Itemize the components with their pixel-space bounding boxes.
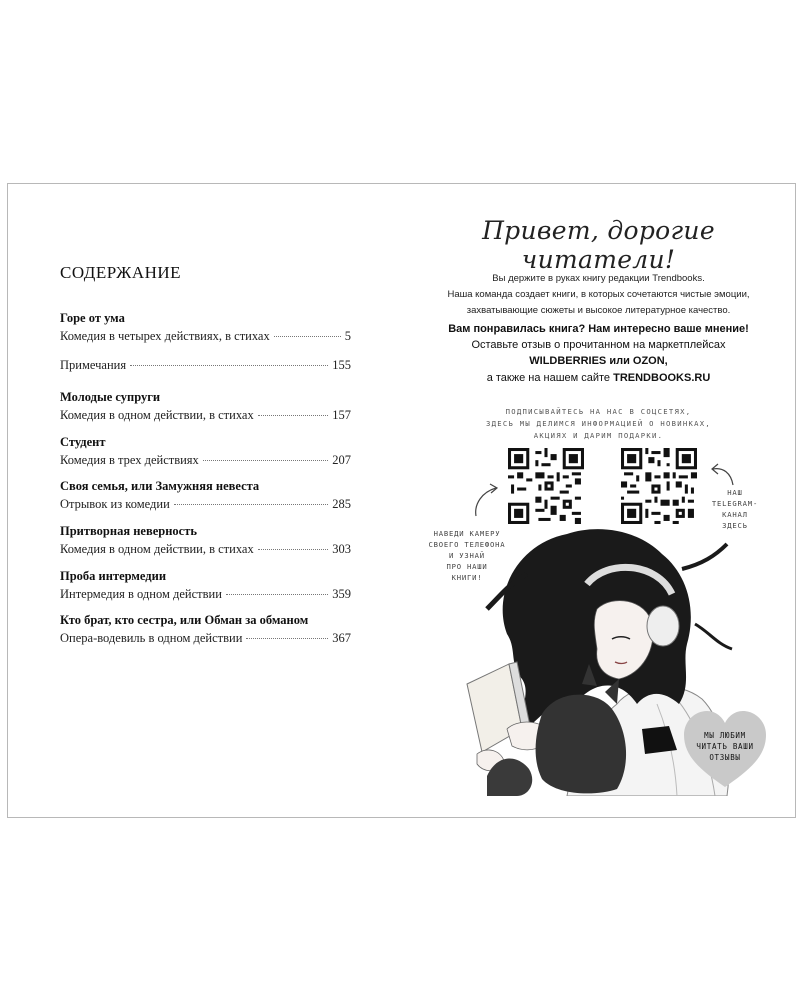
toc-entry-heading: Студент [60, 435, 106, 449]
heart-text-line: ЧИТАТЬ ВАШИ [696, 742, 754, 751]
camera-note-line: КНИГИ! [451, 573, 483, 582]
telegram-note-line: TELEGRAM- [711, 499, 759, 508]
qr-code-telegram-icon[interactable] [621, 448, 697, 524]
toc-title: СОДЕРЖАНИЕ [60, 263, 182, 282]
greeting-title: Привет, дорогие читатели! [482, 216, 715, 274]
toc-leader-dots [203, 460, 328, 461]
toc-entry[interactable] [60, 434, 351, 469]
page-right-greeting [402, 184, 795, 817]
subscribe-line: ПОДПИСЫВАЙТЕСЬ НА НАС В СОЦСЕТЯХ, [505, 407, 692, 416]
intro-line: захватывающие сюжеты и высокое литературное качество. [466, 305, 731, 316]
toc-entry-heading: Притворная неверность [60, 524, 197, 538]
camera-note-line: СВОЕГО ТЕЛЕФОНА [428, 540, 506, 549]
toc-entry-subtitle: Примечания [60, 358, 127, 372]
book-spread [7, 183, 796, 818]
telegram-note-line: ЗДЕСЬ [722, 521, 748, 530]
qr-code-books-icon[interactable] [508, 448, 584, 524]
toc-leader-dots [274, 336, 341, 337]
toc-entry-subtitle: Комедия в одном действии, в стихах [60, 542, 254, 556]
toc-entry-subtitle: Комедия в трех действиях [60, 453, 199, 467]
intro-line: Наша команда создает книги, в которых сочетаются чистые эмоции, [447, 289, 750, 300]
toc-entry[interactable] [60, 356, 351, 374]
toc-entry[interactable] [60, 310, 351, 345]
site-line [402, 372, 795, 384]
toc-leader-dots [258, 415, 329, 416]
toc-entry[interactable] [60, 568, 351, 603]
toc-entry-subtitle: Опера-водевиль в одном действии [60, 631, 243, 645]
intro-line: Вы держите в руках книгу редакции Trendbooks. [492, 273, 705, 284]
feedback-question: Вам понравилась книга? Нам интересно ваше мнение! [448, 323, 749, 335]
toc-entry-heading: Проба интермедии [60, 569, 167, 583]
toc-leader-dots [130, 365, 328, 366]
review-instruction: Оставьте отзыв о прочитанном на маркетплейсах [471, 339, 726, 351]
camera-note-line: НАВЕДИ КАМЕРУ [433, 529, 501, 538]
heart-badge-text [688, 730, 762, 763]
camera-note-line: И УЗНАЙ [449, 551, 485, 560]
site-link[interactable]: TRENDBOOKS.RU [613, 372, 711, 384]
toc-page-number: 5 [344, 329, 351, 343]
telegram-note-line: КАНАЛ [722, 510, 748, 519]
toc-entry[interactable] [60, 612, 351, 647]
toc-page-number: 155 [332, 358, 351, 372]
toc-entry-subtitle: Комедия в четырех действиях, в стихах [60, 329, 270, 343]
telegram-note-line: НАШ [727, 488, 743, 497]
toc-leader-dots [246, 638, 328, 639]
toc-entry[interactable] [60, 523, 351, 558]
page-left-contents [8, 184, 401, 817]
toc-entry-heading: Горе от ума [60, 311, 125, 325]
toc-page-number: 285 [332, 497, 351, 511]
subscribe-line: ЗДЕСЬ МЫ ДЕЛИМСЯ ИНФОРМАЦИЕЙ О НОВИНКАХ, [485, 419, 712, 428]
toc-entry-heading: Молодые супруги [60, 390, 161, 404]
toc-leader-dots [226, 594, 328, 595]
toc-page-number: 303 [332, 542, 351, 556]
toc-entry-subtitle: Интермедия в одном действии [60, 587, 222, 601]
toc-entry-subtitle: Комедия в одном действии, в стихах [60, 408, 254, 422]
toc-page-number: 157 [332, 408, 351, 422]
site-line-prefix: а также на нашем сайте [486, 372, 614, 384]
toc-entry-heading: Кто брат, кто сестра, или Обман за обманом [60, 613, 309, 627]
toc-entry-subtitle: Отрывок из комедии [60, 497, 170, 511]
camera-note-line: ПРО НАШИ [446, 562, 488, 571]
toc-leader-dots [258, 549, 329, 550]
toc-page-number: 207 [332, 453, 351, 467]
toc-leader-dots [174, 504, 328, 505]
marketplaces-text: WILDBERRIES или OZON, [529, 355, 668, 367]
heart-text-line: ОТЗЫВЫ [709, 753, 741, 762]
toc-entry[interactable] [60, 389, 351, 424]
heart-text-line: МЫ ЛЮБИМ [704, 731, 746, 740]
toc-page-number: 359 [332, 587, 351, 601]
toc-page-number: 367 [332, 631, 351, 645]
subscribe-line: АКЦИЯХ И ДАРИМ ПОДАРКИ. [533, 431, 664, 440]
toc-entry-heading: Своя семья, или Замужняя невеста [60, 479, 260, 493]
toc-entry[interactable] [60, 478, 351, 513]
